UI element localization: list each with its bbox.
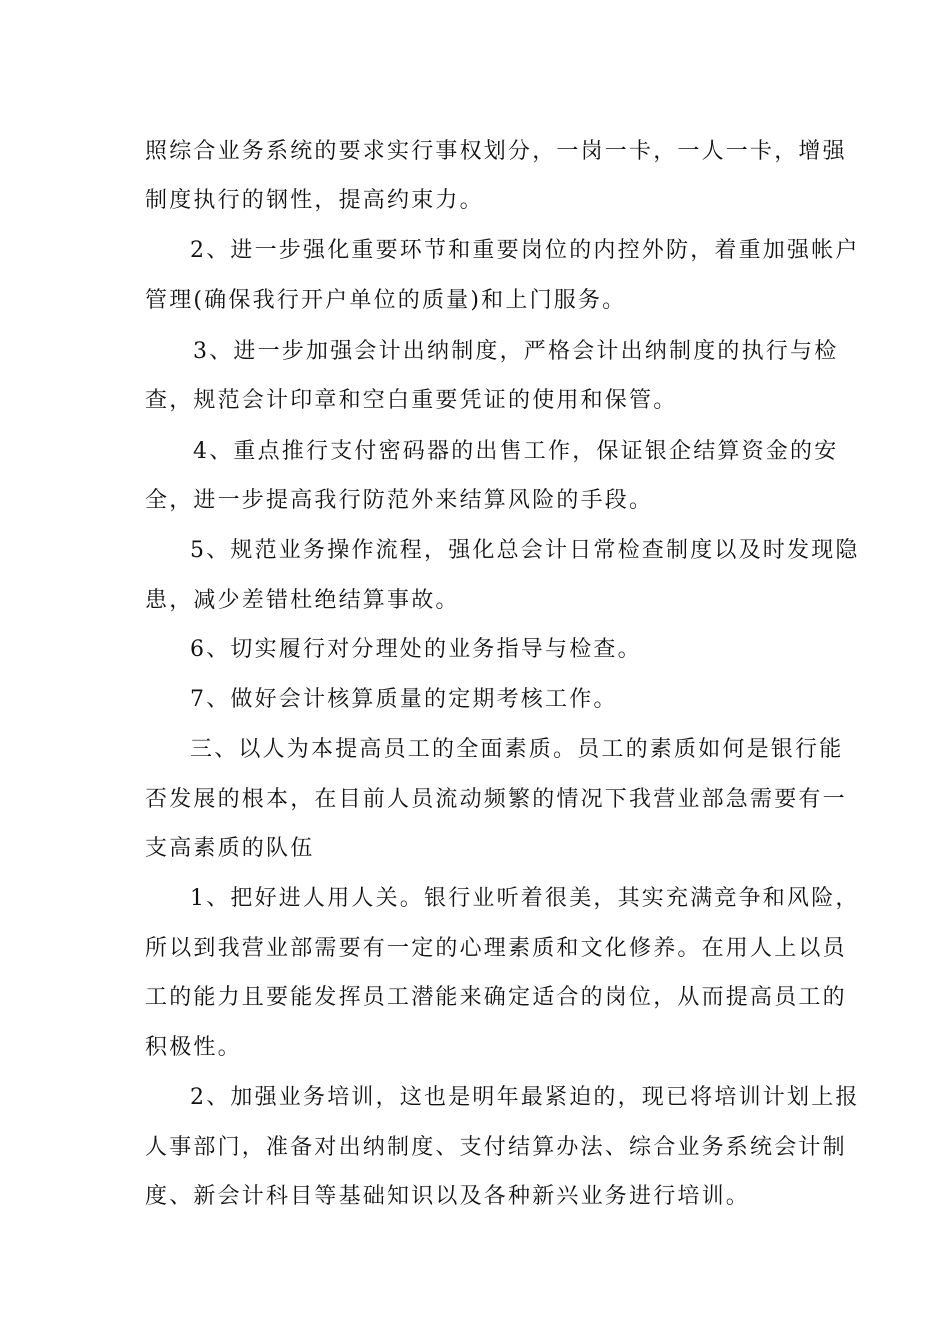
item-4-line-2: 全，进一步提高我行防范外来结算风险的手段。 bbox=[145, 488, 654, 513]
item-5-line-2: 患，减少差错杜绝结算事故。 bbox=[145, 588, 460, 613]
text-line-1: 照综合业务系统的要求实行事权划分，一岗一卡，一人一卡，增强 bbox=[145, 139, 847, 164]
section-3-line-1: 三、以人为本提高员工的全面素质。员工的素质如何是银行能 bbox=[190, 737, 844, 762]
sub-item-1-line-3: 工的能力且要能发挥员工潜能来确定适合的岗位，从而提高员工的 bbox=[145, 985, 847, 1010]
text-line-2: 制度执行的钢性，提高约束力。 bbox=[145, 188, 484, 213]
sub-item-2-line-3: 度、新会计科目等基础知识以及各种新兴业务进行培训。 bbox=[145, 1184, 751, 1209]
sub-item-1-line-1: 1、把好进人用人关。银行业听着很美，其实充满竞争和风险， bbox=[190, 886, 860, 911]
item-3-line-2: 查，规范会计印章和空白重要凭证的使用和保管。 bbox=[145, 388, 678, 413]
sub-item-1-line-2: 所以到我营业部需要有一定的心理素质和文化修养。在用人上以员 bbox=[145, 936, 847, 961]
sub-item-1-line-4: 积极性。 bbox=[145, 1035, 242, 1060]
section-3-line-2: 否发展的根本，在目前人员流动频繁的情况下我营业部急需要有一 bbox=[145, 787, 847, 812]
item-6-line: 6、切实履行对分理处的业务指导与检查。 bbox=[190, 637, 642, 662]
section-3-line-3: 支高素质的队伍 bbox=[145, 836, 315, 861]
item-4-line-1: 4、重点推行支付密码器的出售工作，保证银企结算资金的安 bbox=[193, 439, 839, 464]
item-2-line-2: 管理(确保我行开户单位的质量)和上门服务。 bbox=[145, 288, 627, 313]
item-5-line-1: 5、规范业务操作流程，强化总会计日常检查制度以及时发现隐 bbox=[190, 538, 860, 563]
sub-item-2-line-1: 2、加强业务培训，这也是明年最紧迫的，现已将培训计划上报 bbox=[190, 1085, 860, 1110]
item-2-line-1: 2、进一步强化重要环节和重要岗位的内控外防，着重加强帐户 bbox=[190, 238, 860, 263]
item-7-line: 7、做好会计核算质量的定期考核工作。 bbox=[190, 687, 618, 712]
item-3-line-1: 3、进一步加强会计出纳制度，严格会计出纳制度的执行与检 bbox=[193, 339, 839, 364]
sub-item-2-line-2: 人事部门，准备对出纳制度、支付结算办法、综合业务系统会计制 bbox=[145, 1135, 847, 1160]
